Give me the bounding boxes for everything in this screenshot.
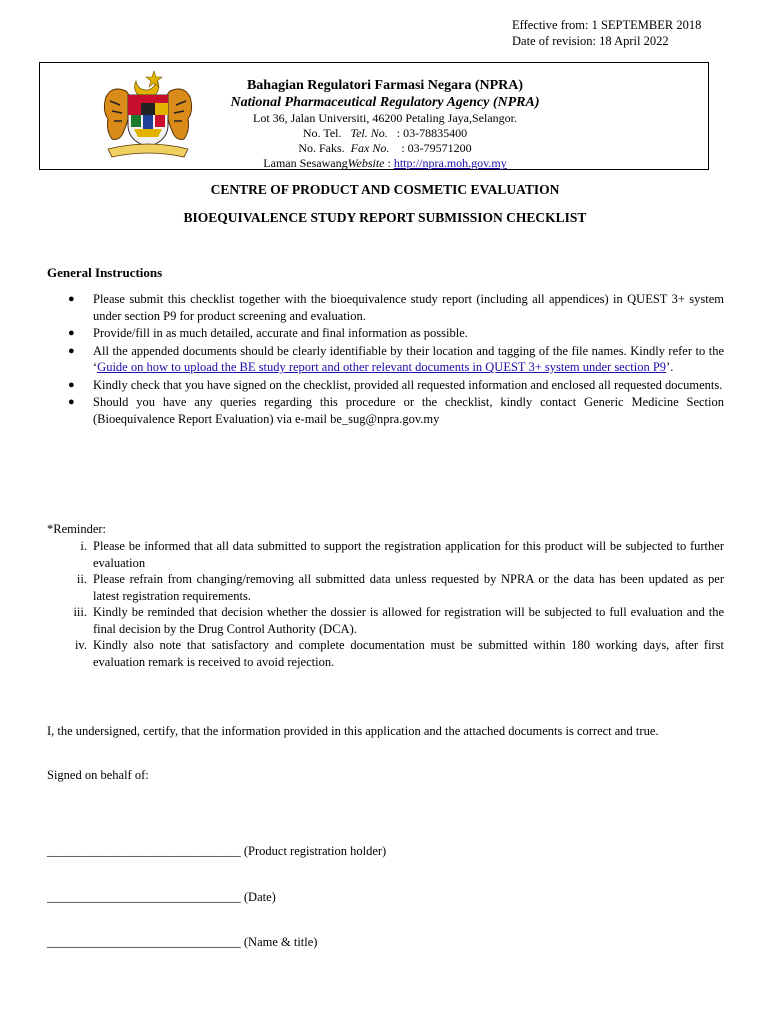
reminder-item: i. Please be informed that all data submitted to support the registration application for this product will be subjected to further evaluation: [80, 539, 724, 570]
instruction-item: ● Please submit this checklist together with the bioequivalence study report (including all appendices) in QUEST 3+ system under section P9 for product screening and evaluation.: [68, 292, 724, 323]
upload-guide-link[interactable]: Guide on how to upload the BE study report and other relevant documents in QUEST 3+ system under section P9: [97, 360, 667, 374]
reminder-item: ii. Please refrain from changing/removing all submitted data unless requested by NPRA or the data has been updated as per latest registration requirements.: [76, 572, 724, 603]
malaysia-coat-of-arms-icon: [98, 67, 198, 165]
agency-fax: No. Faks. Fax No. : 03-79571200: [298, 141, 472, 155]
agency-name-malay: Bahagian Regulatori Farmasi Negara (NPRA): [246, 78, 524, 93]
signature-line-name-title[interactable]: _______________________________ (Name & title): [47, 935, 318, 949]
bullet-icon: ●: [68, 378, 75, 391]
agency-telephone: No. Tel. Tel. No. : 03-78835400: [302, 126, 468, 140]
checklist-title: BIOEQUIVALENCE STUDY REPORT SUBMISSION CHECKLIST: [183, 210, 587, 225]
reminder-item: iii. Kindly be reminded that decision whether the dossier is allowed for registration will be subjected to full evaluation and the final decision by the Drug Control Authority (DCA).: [73, 605, 724, 636]
effective-date: Effective from: 1 SEPTEMBER 2018: [512, 18, 702, 32]
reminder-list: [47, 538, 724, 670]
centre-title: CENTRE OF PRODUCT AND COSMETIC EVALUATION: [210, 182, 560, 197]
website-link[interactable]: http://npra.moh.gov.my: [393, 156, 507, 170]
instruction-item: ● Provide/fill in as much detailed, accurate and final information as possible.: [68, 326, 468, 340]
agency-address: Lot 36, Jalan Universiti, 46200 Petaling Jaya,Selangor.: [253, 111, 517, 125]
document-dates: [512, 17, 701, 49]
signed-on-behalf-label: Signed on behalf of:: [47, 768, 149, 782]
signature-line-date[interactable]: _______________________________ (Date): [47, 890, 276, 904]
agency-header: [39, 62, 709, 170]
instruction-item: ● Kindly check that you have signed on the checklist, provided all requested information and enclosed all requested documents.: [68, 377, 723, 392]
bullet-icon: ●: [68, 327, 75, 339]
reminder-heading: *Reminder:: [47, 522, 107, 536]
bullet-icon: ●: [68, 396, 75, 408]
instruction-item: ● All the appended documents should be clearly identifiable by their location and tagging of the file names. Kindly refer to the ‘Guide on how to upload the BE study report and other relevant documents in QUEST 3+ system under section P9’.: [68, 343, 724, 374]
general-instructions-list: [47, 291, 724, 427]
revision-date: Date of revision: 18 April 2022: [512, 34, 669, 48]
agency-website: Laman SesawangWebsite : http://npra.moh.gov.my: [263, 156, 507, 170]
certification-statement: I, the undersigned, certify, that the information provided in this application and the attached documents is correct and true.: [47, 724, 659, 738]
reminder-item: iv. Kindly also note that satisfactory and complete documentation must be submitted within 180 working days, after first evaluation remark is received to avoid rejection.: [74, 638, 724, 669]
agency-name-english: National Pharmaceutical Regulatory Agency (NPRA): [230, 95, 540, 110]
bullet-icon: ●: [68, 344, 75, 357]
bullet-icon: ●: [68, 293, 75, 305]
agency-details: [200, 77, 570, 171]
general-instructions-heading: General Instructions: [47, 265, 163, 280]
instruction-item: ● Should you have any queries regarding this procedure or the checklist, kindly contact Generic Medicine Section (Bioequivalence Report Evaluation) via e-mail be_sug@npra.gov.my: [68, 395, 724, 426]
signature-line-holder[interactable]: _______________________________ (Product registration holder): [47, 844, 387, 858]
